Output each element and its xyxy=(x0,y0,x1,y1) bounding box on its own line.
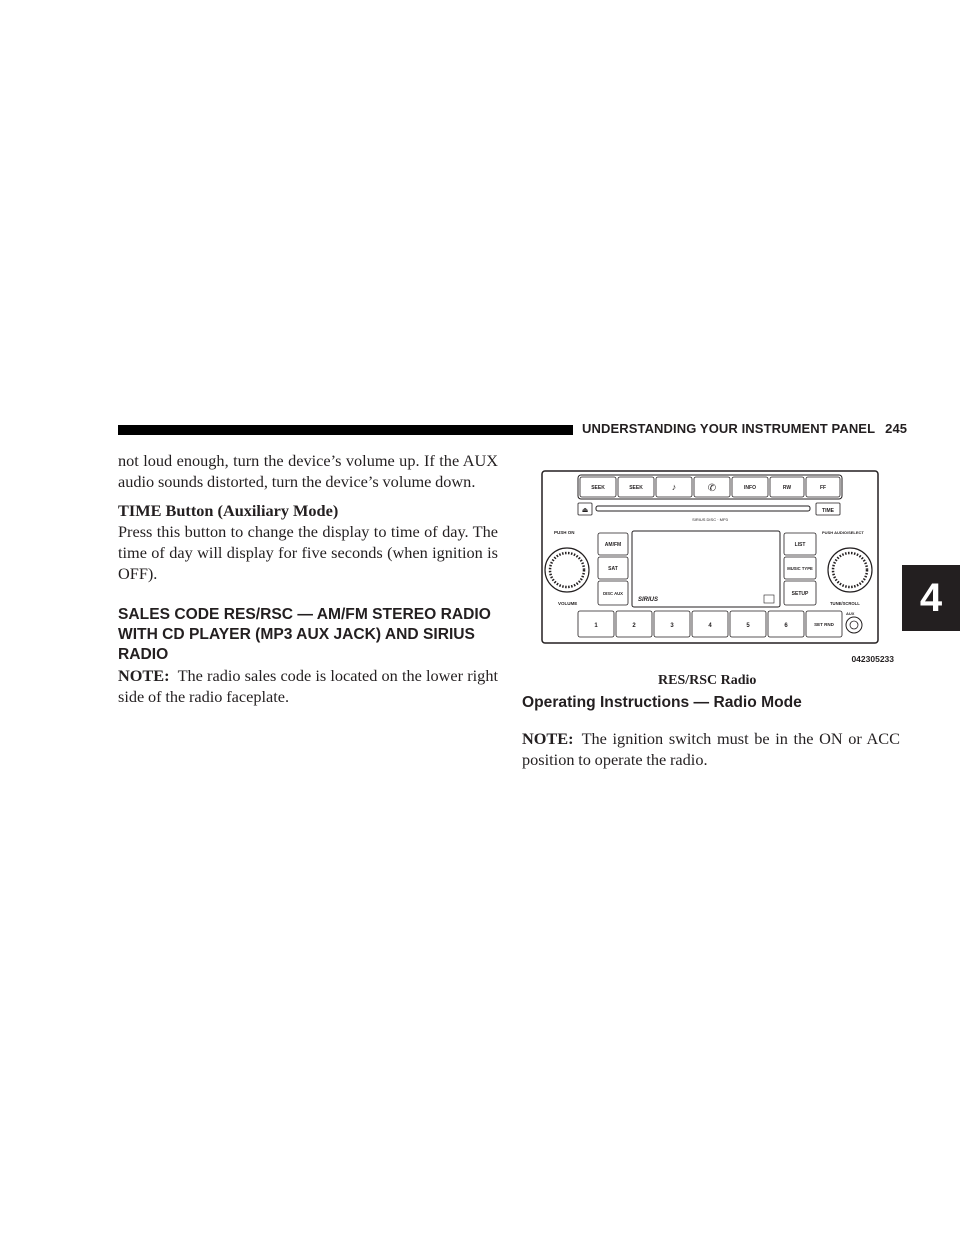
running-header xyxy=(582,421,907,436)
setup-label: SETUP xyxy=(791,591,809,597)
radio-mode-note xyxy=(522,728,900,770)
note-text: The ignition switch must be in the ON or ACC position to operate the radio. xyxy=(522,729,900,769)
operating-instructions-heading: Operating Instructions — Radio Mode xyxy=(522,694,802,711)
page-number: 245 xyxy=(885,421,908,436)
note-label: NOTE: xyxy=(522,729,574,748)
preset-1-label: 1 xyxy=(594,623,598,629)
left-column xyxy=(118,450,498,707)
note-text: The radio sales code is located on the lower right side of the radio faceplate. xyxy=(118,666,498,706)
right-column xyxy=(522,692,900,770)
radio-figure xyxy=(532,463,900,673)
right-knob-bottom-label: TUNE/SCROLL xyxy=(830,601,860,606)
tune-knob[interactable] xyxy=(828,548,872,592)
right-knob-top-label: PUSH AUDIO/SELECT xyxy=(822,530,864,535)
volume-knob[interactable] xyxy=(545,548,589,592)
intro-paragraph: not loud enough, turn the device’s volume up. If the AUX audio sounds distorted, turn the device’s volume down. xyxy=(118,451,498,491)
sat-label: SAT xyxy=(608,566,618,572)
figure-image-code: 042305233 xyxy=(851,654,894,664)
amfm-label: AM/FM xyxy=(604,542,622,548)
preset-2-label: 2 xyxy=(632,623,636,629)
left-knob-bottom-label: VOLUME xyxy=(558,601,578,606)
eject-icon: ⏏ xyxy=(581,506,589,514)
seek-forward-label: SEEK xyxy=(629,485,643,491)
disc-slot xyxy=(596,506,810,511)
voice-icon: ♪ xyxy=(671,482,677,492)
chapter-tab: 4 xyxy=(902,565,960,631)
sirius-logo: SIRIUS xyxy=(638,597,659,603)
preset-5-label: 5 xyxy=(746,623,750,629)
preset-3-label: 3 xyxy=(670,623,674,629)
set-rnd-label: SET RND xyxy=(814,622,834,627)
disc-aux-label: DISC AUX xyxy=(603,591,623,596)
fast-forward-label: FF xyxy=(819,485,827,491)
preset-4-label: 4 xyxy=(708,623,712,629)
left-knob-top-label: PUSH ON xyxy=(554,530,575,535)
radio-display xyxy=(632,531,780,607)
note-label: NOTE: xyxy=(118,666,170,685)
time-button-heading: TIME Button (Auxiliary Mode) xyxy=(118,501,339,520)
sales-code-heading: SALES CODE RES/RSC — AM/FM STEREO RADIO WITH CD PLAYER (MP3 AUX JACK) AND SIRIUS RADIO xyxy=(118,606,491,663)
figure-caption: RES/RSC Radio xyxy=(658,673,757,688)
section-title: UNDERSTANDING YOUR INSTRUMENT PANEL xyxy=(582,421,876,436)
aux-label: AUX xyxy=(846,611,855,616)
info-label: INFO xyxy=(744,485,756,491)
music-type-label: MUSIC TYPE xyxy=(787,566,813,571)
time-button-label: TIME xyxy=(822,508,834,514)
time-button-paragraph: Press this button to change the display to time of day. The time of day will display for five seconds (when ignition is OFF). xyxy=(118,522,498,583)
header-rule xyxy=(118,425,573,435)
radio-faceplate-illustration xyxy=(532,463,900,673)
list-label: LIST xyxy=(794,542,806,548)
phone-icon: ✆ xyxy=(707,483,717,494)
seek-back-label: SEEK xyxy=(591,485,605,491)
preset-6-label: 6 xyxy=(784,623,788,629)
rewind-label: RW xyxy=(782,485,792,491)
slot-label: SIRIUS DISC · MP3 xyxy=(692,517,728,522)
